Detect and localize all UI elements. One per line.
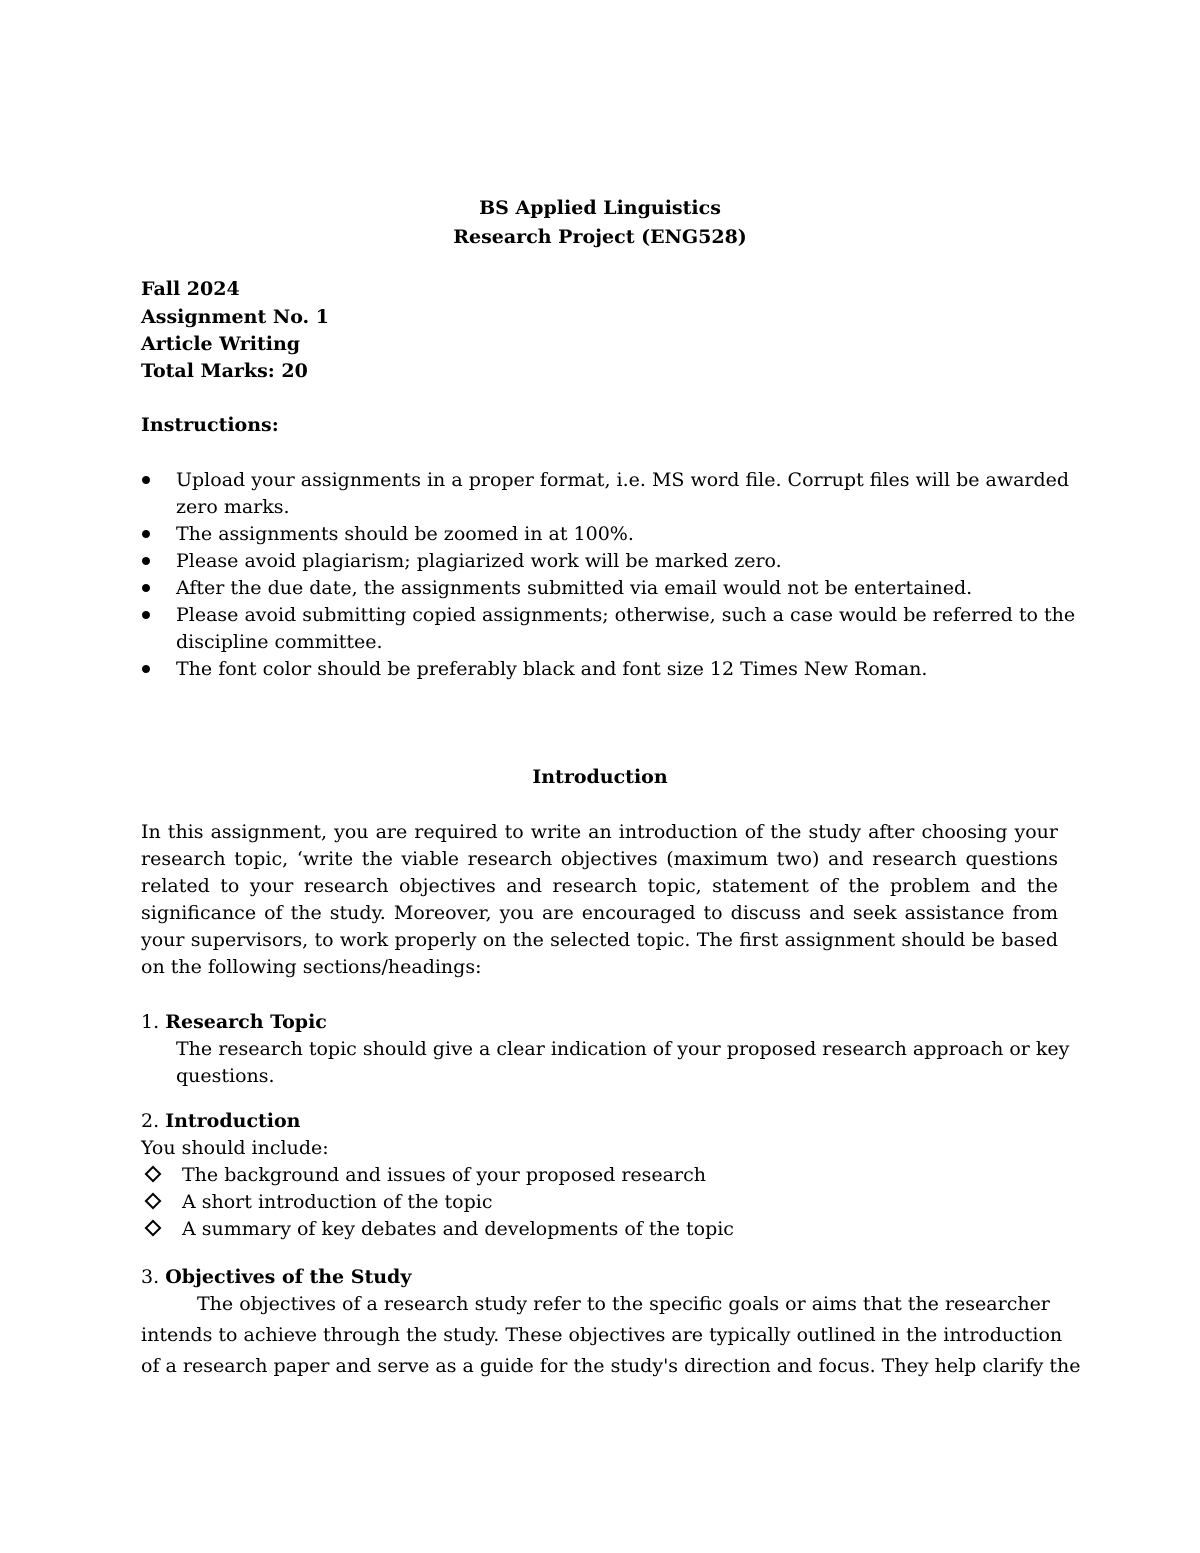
list-item-text: A summary of key debates and developments of the topic <box>182 1218 734 1240</box>
instruction-line: The assignments should be zoomed in at 100%. <box>176 523 634 545</box>
total-marks: Total Marks: 20 <box>141 360 308 382</box>
section-text-line: The objectives of a research study refer to the specific goals or aims that the researcher <box>197 1293 1050 1315</box>
bullet-icon <box>142 476 150 484</box>
bullet-icon <box>142 530 150 538</box>
section-number: 2. <box>141 1110 160 1132</box>
diamond-bullet-icon <box>145 1220 162 1237</box>
semester: Fall 2024 <box>141 278 240 300</box>
section-introduction-heading <box>141 1112 301 1131</box>
bullet-icon <box>142 611 150 619</box>
list-item-text: The background and issues of your proposed research <box>182 1164 706 1186</box>
diamond-bullet-icon <box>145 1166 162 1183</box>
instruction-line: Please avoid plagiarism; plagiarized work will be marked zero. <box>176 550 782 572</box>
section-title: Research Topic <box>165 1011 327 1033</box>
instruction-line: Upload your assignments in a proper format, i.e. MS word file. Corrupt files will be awarded <box>176 469 1070 491</box>
bullet-icon <box>142 665 150 673</box>
section-text-line: of a research paper and serve as a guide for the study's direction and focus. They help clarify the <box>141 1355 1081 1377</box>
section-objectives-heading <box>141 1268 411 1287</box>
bullet-icon <box>142 584 150 592</box>
course-title: Research Project (ENG528) <box>453 226 747 248</box>
instruction-line: After the due date, the assignments submitted via email would not be entertained. <box>176 577 973 599</box>
section-text-line: questions. <box>176 1065 275 1087</box>
section-text-line: intends to achieve through the study. These objectives are typically outlined in the introduction <box>141 1324 1063 1346</box>
section-lead: You should include: <box>141 1137 329 1159</box>
section-title: Introduction <box>165 1110 301 1132</box>
introduction-heading: Introduction <box>532 766 668 788</box>
instructions-heading: Instructions: <box>141 414 279 436</box>
instruction-line: The font color should be preferably black and font size 12 Times New Roman. <box>176 658 928 680</box>
diamond-bullet-icon <box>145 1193 162 1210</box>
program-title: BS Applied Linguistics <box>479 197 721 219</box>
instruction-line: discipline committee. <box>176 631 383 653</box>
instruction-line: zero marks. <box>176 496 290 518</box>
list-item-text: A short introduction of the topic <box>182 1191 493 1213</box>
introduction-paragraph: In this assignment, you are required to write an introduction of the study after choosing your research topic, ‘write the viable research objectives (maximum two) and research questions related to your research objectives and research topic, statement of the problem and the significance of the study. Moreover, you are encouraged to discuss and seek assistance from your supervisors, to work properly on the selected topic. The first assignment should be based on the following sections/headings: <box>141 821 1058 978</box>
assignment-number: Assignment No. 1 <box>141 306 330 328</box>
section-title: Objectives of the Study <box>165 1266 412 1288</box>
instruction-line: Please avoid submitting copied assignments; otherwise, such a case would be referred to the <box>176 604 1076 626</box>
section-text-line: The research topic should give a clear indication of your proposed research approach or key <box>176 1038 1070 1060</box>
bullet-icon <box>142 557 150 565</box>
assignment-title: Article Writing <box>141 333 301 355</box>
section-number: 1. <box>141 1011 160 1033</box>
section-number: 3. <box>141 1266 160 1288</box>
section-research-topic-heading <box>141 1013 327 1032</box>
